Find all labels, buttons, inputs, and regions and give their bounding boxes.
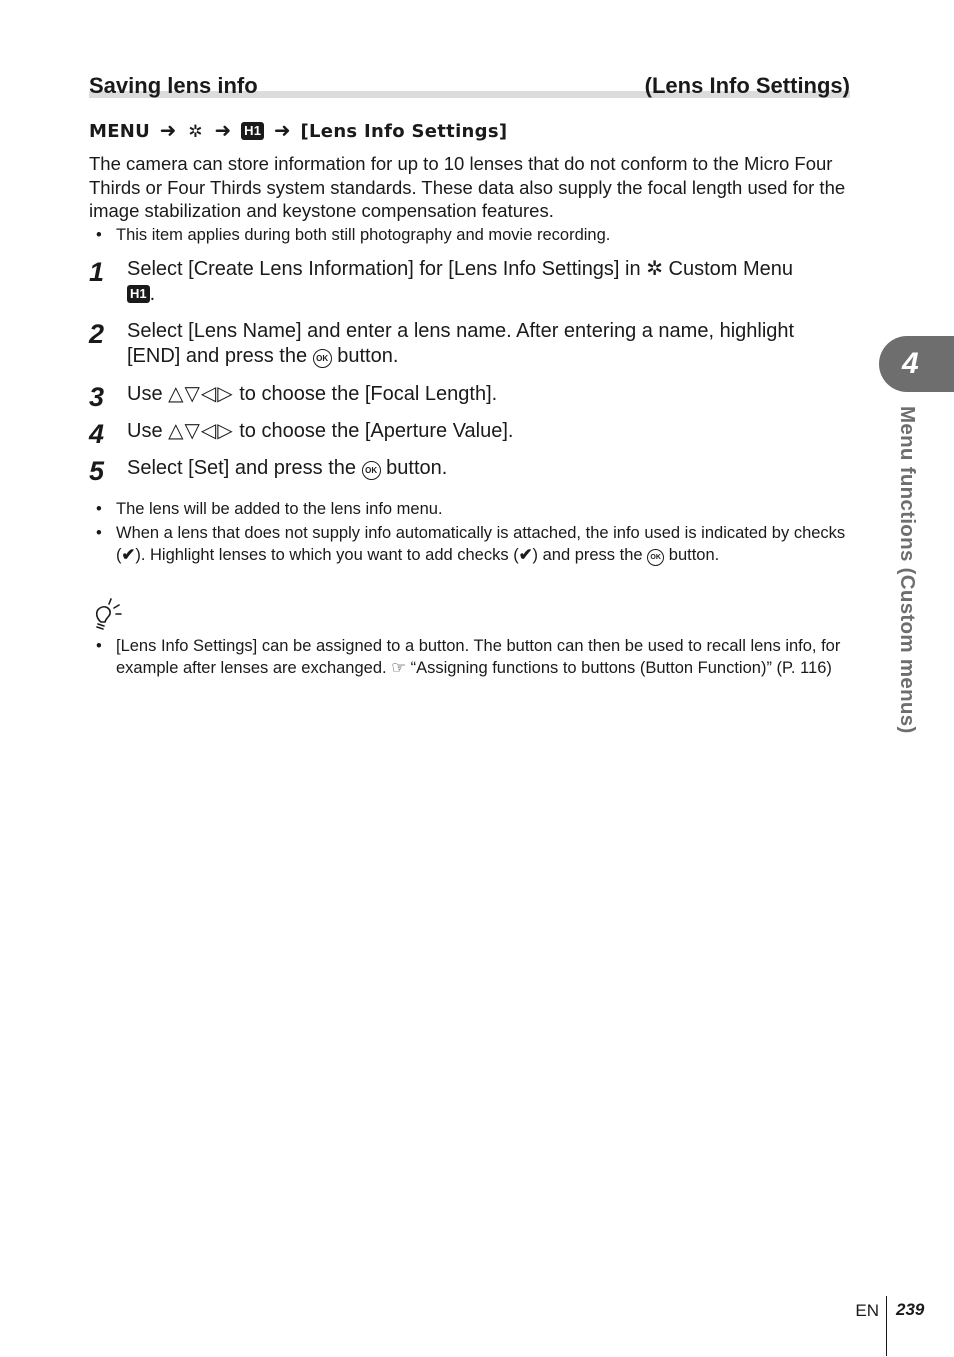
- ok-button-icon: OK: [313, 349, 332, 368]
- step-4: [89, 419, 849, 449]
- tip-note: [96, 635, 846, 679]
- bullet-icon: •: [96, 524, 102, 542]
- bullet-icon: •: [96, 500, 102, 518]
- note-1: [96, 498, 846, 520]
- step-text: Use: [127, 420, 163, 442]
- note-2: [96, 522, 846, 566]
- step-text: to choose the [Focal Length].: [239, 383, 498, 405]
- custom-menu-h1-icon: H1: [241, 122, 264, 140]
- language-label: EN: [855, 1301, 879, 1320]
- tip-reference-text: “Assigning functions to buttons (Button Function)” (P. 116): [410, 659, 832, 677]
- step-text: Use: [127, 383, 163, 405]
- section-title-right: (Lens Info Settings): [644, 73, 850, 98]
- arrow-pad-icon: △▽◁▷: [168, 383, 234, 405]
- reference-icon: ☞: [391, 659, 406, 677]
- step-5: [89, 456, 849, 486]
- step-text: to choose the [Aperture Value].: [239, 420, 514, 442]
- step-text: button.: [337, 345, 399, 367]
- menu-item-label: [Lens Info Settings]: [300, 121, 508, 142]
- ok-button-icon: OK: [362, 461, 381, 480]
- footer-divider: [886, 1296, 887, 1356]
- step-number: 3: [89, 382, 105, 412]
- step-number: 5: [89, 456, 105, 486]
- step-text: Select [Create Lens Information] for [Lens Info Settings] in: [127, 258, 641, 280]
- arrow-pad-icon: △▽◁▷: [168, 420, 234, 442]
- step-3: [89, 382, 849, 412]
- note-1-text: The lens will be added to the lens info menu.: [116, 500, 443, 518]
- arrow-right-icon: ➜: [159, 118, 177, 142]
- ok-button-icon: OK: [647, 549, 664, 566]
- bullet-icon: •: [96, 637, 102, 655]
- step-2: [89, 319, 849, 369]
- menu-label: MENU: [89, 121, 151, 142]
- tip-lightbulb-icon: [89, 598, 123, 632]
- step-text: .: [149, 283, 156, 305]
- step-text: button.: [386, 457, 448, 479]
- note-2-text: button.: [668, 546, 720, 564]
- step-text: Custom Menu: [668, 258, 794, 280]
- note-top: [96, 224, 846, 246]
- note-2-text: ) and press the: [532, 546, 643, 564]
- gear-icon: ✲: [188, 122, 203, 142]
- step-number: 1: [89, 257, 105, 287]
- note-2-text: When a lens that does not supply info automatically is attached, the info used is indicated by checks (: [116, 524, 846, 564]
- step-text: Select [Lens Name] and enter a lens name. After entering a name, highlight [END] and press the: [127, 320, 795, 367]
- note-2-text: ). Highlight lenses to which you want to add checks (: [135, 546, 519, 564]
- chapter-tab: 4: [879, 336, 954, 392]
- step-number: 2: [89, 319, 105, 349]
- section-title: Saving lens info: [89, 73, 258, 98]
- page-number: 239: [896, 1300, 925, 1319]
- step-1: [89, 257, 849, 307]
- bullet-icon: •: [96, 226, 102, 244]
- check-icon: ✔: [518, 546, 533, 564]
- step-number: 4: [89, 419, 105, 449]
- chapter-label: Menu functions (Custom menus): [896, 406, 919, 734]
- note-top-text: This item applies during both still photography and movie recording.: [116, 226, 611, 244]
- intro-paragraph: The camera can store information for up to 10 lenses that do not conform to the Micro Four Thirds or Four Thirds system standards. These data also supply the focal length used for the image stabilization and keystone compensation features.: [89, 153, 846, 221]
- menu-path: [89, 118, 507, 144]
- tip-text: [Lens Info Settings] can be assigned to a button. The button can then be used to recall lens info, for example after lenses are exchanged.: [116, 637, 841, 677]
- custom-menu-h1-icon: H1: [127, 285, 150, 303]
- gear-icon: ✲: [646, 258, 663, 280]
- check-icon: ✔: [121, 546, 136, 564]
- step-text: Select [Set] and press the: [127, 457, 357, 479]
- arrow-right-icon: ➜: [273, 118, 291, 142]
- arrow-right-icon: ➜: [214, 118, 232, 142]
